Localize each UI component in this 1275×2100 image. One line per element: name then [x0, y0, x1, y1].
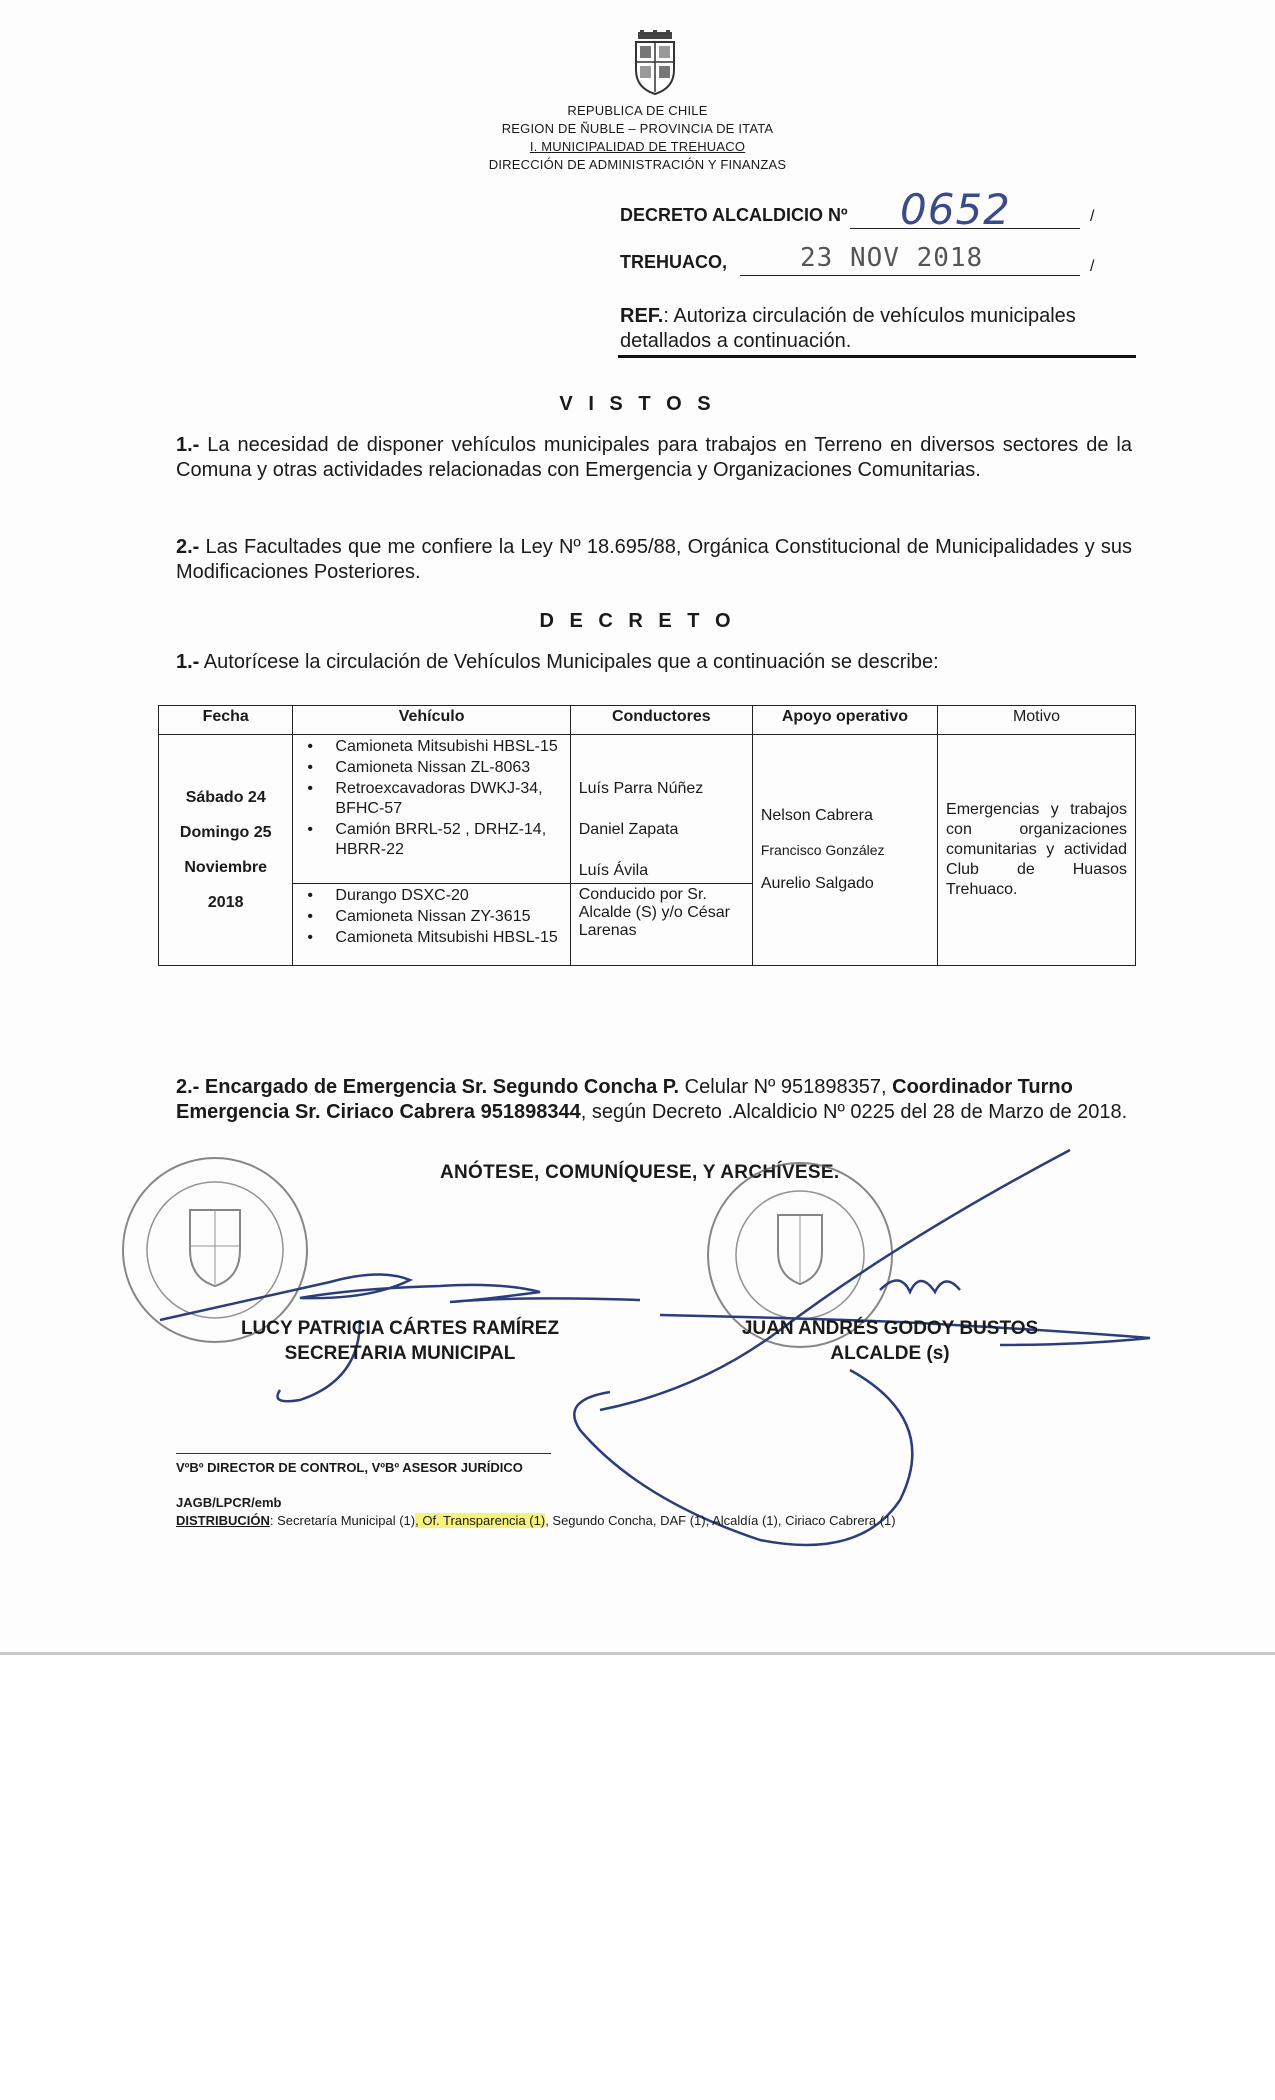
distribution-label: DISTRIBUCIÓN: [176, 1513, 270, 1528]
ref-text: : Autoriza circulación de vehículos municipales detallados a continuación.: [620, 305, 1076, 352]
list-item: • Retroexcavadoras DWKJ-34, BFHC-57: [335, 779, 561, 819]
decree-date-slash: /: [1090, 258, 1095, 275]
list-item: • Camioneta Nissan ZY-3615: [335, 907, 561, 927]
decreto-item-1: [176, 650, 1132, 675]
fecha-line: Sábado 24: [185, 788, 266, 806]
table-row: [159, 735, 1136, 884]
item2-text-2: , según Decreto .Alcaldicio Nº 0225 del 28 de Marzo de 2018.: [580, 1101, 1128, 1123]
vistos-item-2-text: Las Facultades que me confiere la Ley Nº 18.695/88, Orgánica Constitucional de Municipalidades y sus Modificaciones Posteriores.: [176, 536, 1132, 583]
decree-place-label: TREHUACO,: [620, 252, 727, 272]
vistos-item-1-text: La necesidad de disponer vehículos municipales para trabajos en Terreno en diversos sectores de la Comuna y otras actividades relacionadas con Emergencia y Organizaciones Comunitarias.: [176, 434, 1133, 481]
col-header-fecha: Fecha: [159, 706, 293, 735]
list-item: • Camioneta Nissan ZL-8063: [335, 758, 561, 778]
item2-bold-2: Coordinador Turno Emergencia Sr. Ciriaco Cabrera 951898344: [176, 1076, 1073, 1123]
vistos-item-2: [176, 535, 1132, 585]
vehicle-table: [158, 705, 1136, 966]
header-direction: DIRECCIÓN DE ADMINISTRACIÓN Y FINANZAS: [488, 157, 787, 172]
ref-rule: [618, 355, 1136, 358]
vistos-heading: V I S T O S: [559, 393, 716, 415]
vistos-item-2-num: 2.-: [176, 536, 200, 558]
vistos-item-1: [176, 433, 1132, 483]
item2-bold-1: Encargado de Emergencia Sr. Segundo Concha P.: [204, 1076, 680, 1098]
right-signatory-name: JUAN ANDRÉS GODOY BUSTOS: [741, 1318, 1039, 1339]
left-signatory-title: SECRETARIA MUNICIPAL: [284, 1343, 516, 1364]
decree-number-label: DECRETO ALCALDICIO Nº: [620, 205, 848, 225]
fecha-line: Domingo 25: [179, 823, 272, 841]
municipal-crest-icon: [628, 30, 682, 96]
distribution-highlight: , Of. Transparencia (1): [415, 1513, 546, 1528]
decree-reference: [620, 304, 1140, 354]
vistos-item-1-num: 1.-: [176, 434, 200, 456]
item2-num: 2.-: [176, 1076, 200, 1098]
left-signatory-name: LUCY PATRICIA CÁRTES RAMÍREZ: [240, 1318, 560, 1339]
apoyo-name: Aurelio Salgado: [760, 875, 874, 892]
ref-label: REF.: [620, 305, 664, 327]
fecha-cell: [159, 735, 293, 966]
decreto-item-2: [176, 1075, 1132, 1125]
vehicles-group-2: [293, 884, 570, 966]
apoyo-name: Francisco González: [760, 842, 885, 858]
vb-approvals: VºBº DIRECTOR DE CONTROL, VºBº ASESOR JURÍDICO: [176, 1460, 523, 1475]
col-header-motivo: Motivo: [938, 706, 1136, 735]
col-header-apoyo: Apoyo operativo: [752, 706, 937, 735]
header-republic: REPUBLICA DE CHILE: [567, 103, 708, 118]
scan-edge: [0, 1652, 1275, 1655]
drivers-group-2: Conducido por Sr. Alcalde (S) y/o César Larenas: [570, 884, 752, 966]
motivo-cell: Emergencias y trabajos con organizaciones comunitarias y actividad Club de Huasos Trehuaco.: [938, 735, 1136, 966]
header-municipality: I. MUNICIPALIDAD DE TREHUACO: [529, 139, 746, 154]
driver-name: Daniel Zapata: [578, 821, 679, 838]
vb-line-juridico: [376, 1453, 551, 1454]
col-header-conductores: Conductores: [570, 706, 752, 735]
col-header-vehiculo: Vehículo: [293, 706, 570, 735]
list-item: • Camioneta Mitsubishi HBSL-15: [335, 737, 561, 757]
decreto-heading: D E C R E T O: [539, 610, 736, 632]
item2-text-1: Celular Nº 951898357,: [679, 1076, 893, 1098]
fecha-line: 2018: [207, 893, 244, 911]
header-region: REGION DE ÑUBLE – PROVINCIA DE ITATA: [501, 121, 774, 136]
decree-date-line: [740, 275, 1080, 276]
list-item: • Camión BRRL-52 , DRHZ-14, HBRR-22: [335, 820, 561, 860]
decree-date-stamp: 23 NOV 2018: [800, 243, 984, 273]
distribution-part-1: : Secretaría Municipal (1): [269, 1513, 416, 1528]
list-item: • Camioneta Mitsubishi HBSL-15: [335, 928, 561, 948]
vehicles-group-1: [293, 735, 570, 884]
distribution-line: [176, 1513, 896, 1528]
closing-formula: ANÓTESE, COMUNÍQUESE, Y ARCHÍVESE.: [440, 1162, 840, 1183]
distribution-part-3: , Segundo Concha, DAF (1), Alcaldía (1), Ciriaco Cabrera (1): [545, 1513, 896, 1528]
author-initials: JAGB/LPCR/emb: [176, 1495, 282, 1510]
right-signatory-title: ALCALDE (s): [830, 1343, 950, 1364]
driver-name: Luís Ávila: [578, 862, 649, 879]
apoyo-name: Nelson Cabrera: [760, 807, 873, 824]
fecha-line: Noviembre: [184, 858, 268, 876]
driver-name: Luís Parra Núñez: [578, 780, 704, 797]
apoyo-cell: [752, 735, 937, 966]
decree-number-handwritten: 0652: [900, 185, 1011, 234]
decreto-item-1-num: 1.-: [176, 651, 200, 673]
table-header-row: [159, 706, 1136, 735]
drivers-group-1: [570, 735, 752, 884]
decreto-item-1-text: Autorícese la circulación de Vehículos Municipales que a continuación se describe:: [203, 651, 939, 673]
vb-line-control: [176, 1453, 376, 1454]
decree-number-slash: /: [1090, 208, 1095, 225]
list-item: • Durango DSXC-20: [335, 886, 561, 906]
